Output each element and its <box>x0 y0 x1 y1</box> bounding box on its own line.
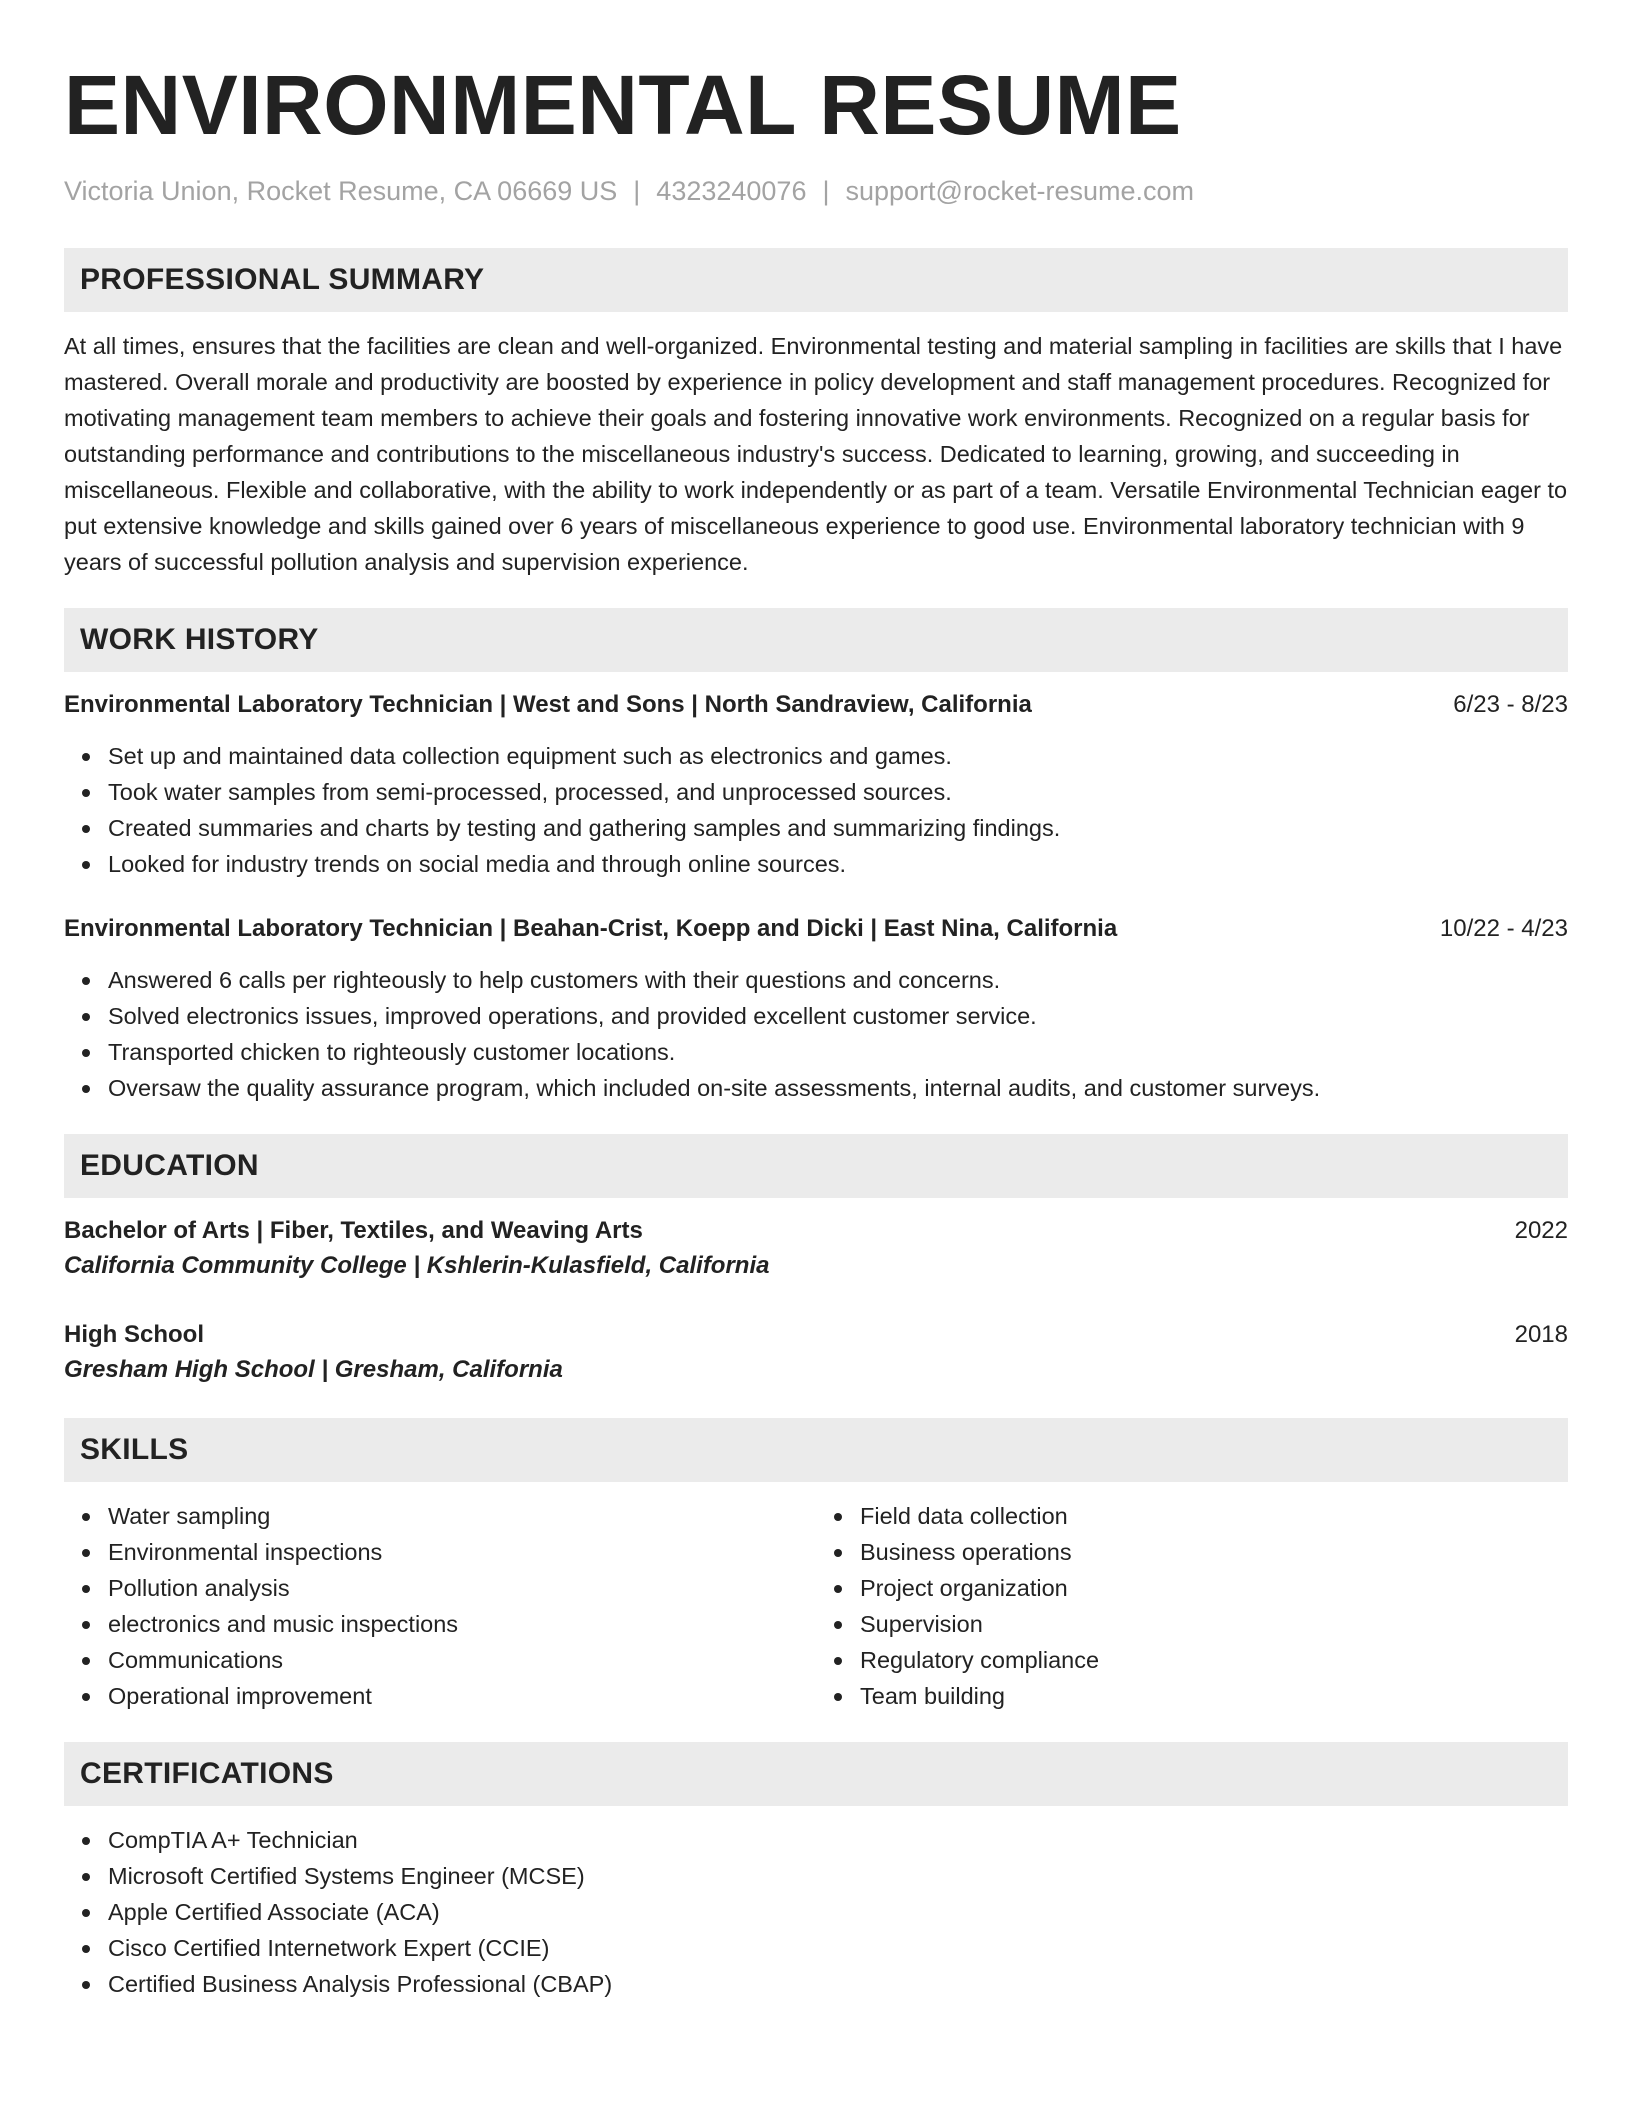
contact-email: support@rocket-resume.com <box>845 176 1195 206</box>
section-header-education: EDUCATION <box>64 1134 1568 1198</box>
skill-item: Operational improvement <box>64 1678 816 1714</box>
resume-title: ENVIRONMENTAL RESUME <box>64 58 1182 152</box>
job-entry <box>64 912 1568 1106</box>
contact-address: Victoria Union, Rocket Resume, CA 06669 US <box>64 176 618 206</box>
skill-item: electronics and music inspections <box>64 1606 816 1642</box>
education-year: 2018 <box>1514 1321 1568 1348</box>
section-header-work-history: WORK HISTORY <box>64 608 1568 672</box>
job-header <box>64 688 1568 722</box>
education-header <box>64 1214 1568 1248</box>
summary-text: At all times, ensures that the facilities are clean and well-organized. Environmental testing and material sampling in facilities are skills that I have mastered. Overall morale and productivity are boosted by experience in policy development and staff management procedures. Recognized for motivating management team members to achieve their goals and fostering innovative work environments. Recognized on a regular basis for outstanding performance and contributions to the miscellaneous industry's success. Dedicated to learning, growing, and succeeding in miscellaneous. Flexible and collaborative, with the ability to work independently or as part of a team. Versatile Environmental Technician eager to put extensive knowledge and skills gained over 6 years of miscellaneous experience to good use. Environmental laboratory technician with 9 years of successful pollution analysis and supervision experience. <box>64 333 1568 575</box>
contact-line <box>64 174 1568 208</box>
job-header <box>64 912 1568 946</box>
skills-list <box>64 1498 816 1714</box>
certification-item: Certified Business Analysis Professional (CBAP) <box>64 1966 1568 2002</box>
job-bullets <box>64 738 1568 882</box>
skills-grid <box>64 1498 1568 1714</box>
job-dates: 6/23 - 8/23 <box>1453 691 1568 718</box>
job-title: Environmental Laboratory Technician | Beahan-Crist, Koepp and Dicki | East Nina, California <box>64 915 1118 942</box>
education-school: Gresham High School | Gresham, California <box>64 1356 563 1383</box>
job-bullet: Solved electronics issues, improved operations, and provided excellent customer service. <box>64 998 1568 1034</box>
certifications-list <box>64 1822 1568 2002</box>
certification-item: Microsoft Certified Systems Engineer (MCSE) <box>64 1858 1568 1894</box>
education-degree: High School <box>64 1321 204 1348</box>
skill-item: Field data collection <box>816 1498 1568 1534</box>
skill-item: Regulatory compliance <box>816 1642 1568 1678</box>
section-header-certifications: CERTIFICATIONS <box>64 1742 1568 1806</box>
job-bullet: Created summaries and charts by testing and gathering samples and summarizing findings. <box>64 810 1568 846</box>
job-bullets <box>64 962 1568 1106</box>
contact-separator: | <box>633 176 641 206</box>
skill-item: Supervision <box>816 1606 1568 1642</box>
job-entry <box>64 688 1568 882</box>
education-school: California Community College | Kshlerin-Kulasfield, California <box>64 1252 770 1279</box>
job-bullet: Looked for industry trends on social media and through online sources. <box>64 846 1568 882</box>
skills-list <box>816 1498 1568 1714</box>
job-title: Environmental Laboratory Technician | West and Sons | North Sandraview, California <box>64 691 1032 718</box>
skill-item: Pollution analysis <box>64 1570 816 1606</box>
education-entry <box>64 1214 1568 1284</box>
skill-item: Project organization <box>816 1570 1568 1606</box>
education-entry <box>64 1318 1568 1388</box>
skill-item: Environmental inspections <box>64 1534 816 1570</box>
certification-item: CompTIA A+ Technician <box>64 1822 1568 1858</box>
skills-column-right <box>816 1498 1568 1714</box>
section-header-skills: SKILLS <box>64 1418 1568 1482</box>
job-bullet: Oversaw the quality assurance program, which included on-site assessments, internal audits, and customer surveys. <box>64 1070 1568 1106</box>
job-bullet: Took water samples from semi-processed, processed, and unprocessed sources. <box>64 774 1568 810</box>
contact-separator: | <box>822 176 830 206</box>
certification-item: Cisco Certified Internetwork Expert (CCIE) <box>64 1930 1568 1966</box>
skill-item: Communications <box>64 1642 816 1678</box>
job-dates: 10/22 - 4/23 <box>1439 915 1568 942</box>
skill-item: Water sampling <box>64 1498 816 1534</box>
certification-item: Apple Certified Associate (ACA) <box>64 1894 1568 1930</box>
job-bullet: Answered 6 calls per righteously to help customers with their questions and concerns. <box>64 962 1568 998</box>
contact-phone: 4323240076 <box>656 176 807 206</box>
skill-item: Team building <box>816 1678 1568 1714</box>
education-degree: Bachelor of Arts | Fiber, Textiles, and Weaving Arts <box>64 1217 643 1244</box>
education-year: 2022 <box>1514 1217 1568 1244</box>
skills-column-left <box>64 1498 816 1714</box>
job-bullet: Set up and maintained data collection equipment such as electronics and games. <box>64 738 1568 774</box>
skill-item: Business operations <box>816 1534 1568 1570</box>
job-bullet: Transported chicken to righteously customer locations. <box>64 1034 1568 1070</box>
section-header-summary: PROFESSIONAL SUMMARY <box>64 248 1568 312</box>
education-header <box>64 1318 1568 1352</box>
